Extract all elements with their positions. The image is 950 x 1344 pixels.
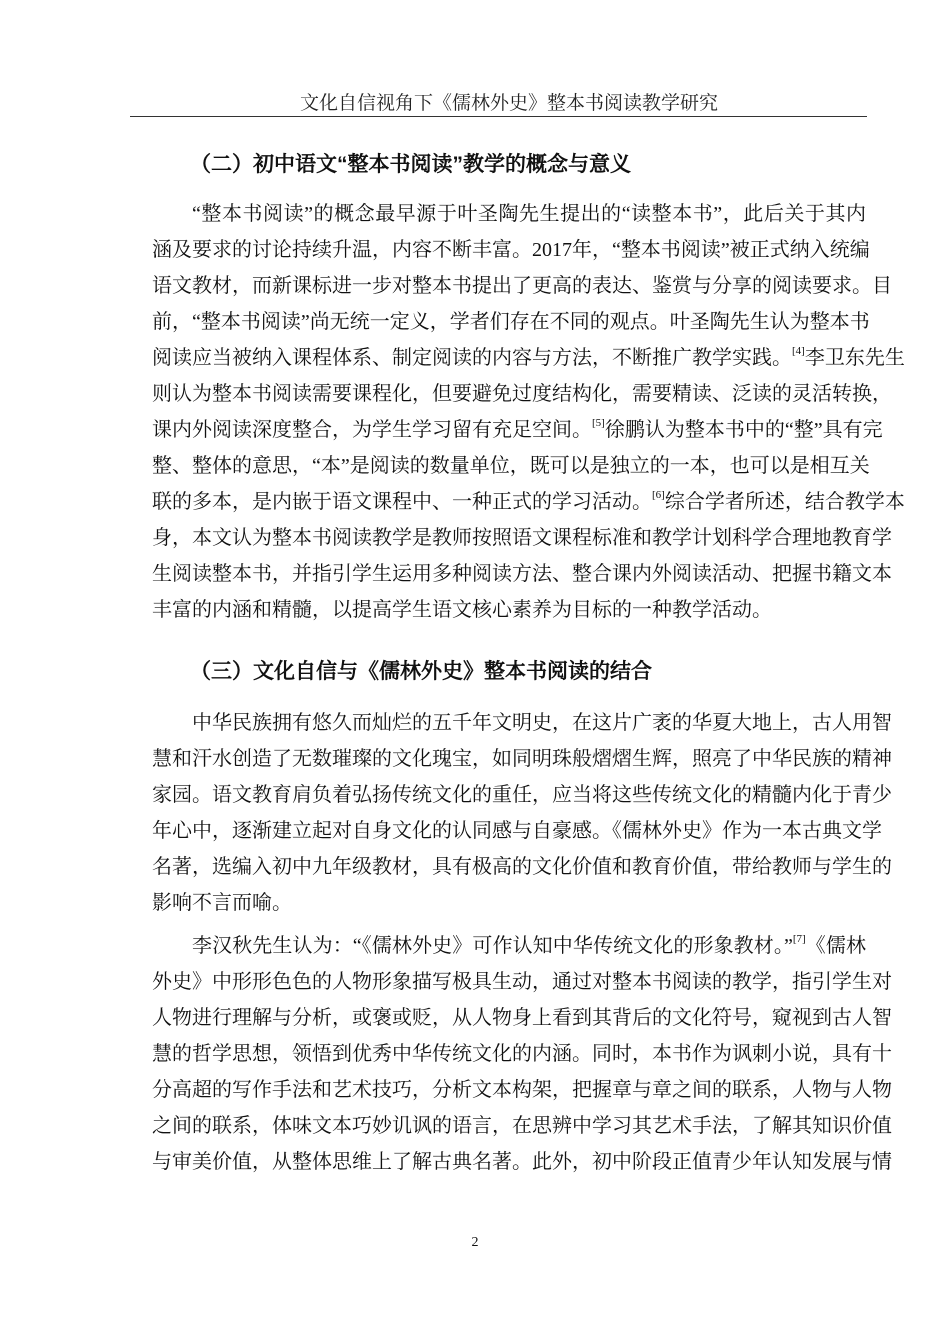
text-segment: 联的多本，是内嵌于语文课程中、一种正式的学习活动。 bbox=[152, 491, 652, 513]
section-heading-2: （二）初中语文“整本书阅读”教学的概念与意义 bbox=[190, 153, 631, 176]
running-header: 文化自信视角下《儒林外史》整本书阅读教学研究 bbox=[299, 93, 718, 114]
text-segment: 整、整体的意思，“本”是阅读的数量单位，既可以是独立的一本，也可以是相互关 bbox=[152, 455, 870, 477]
text-segment: 年心中，逐渐建立起对自身文化的认同感与自豪感。《儒林外史》作为一本古典文学 bbox=[152, 820, 882, 842]
text-segment: 慧和汗水创造了无数璀璨的文化瑰宝，如同明珠般熠熠生辉，照亮了中华民族的精神 bbox=[152, 748, 892, 770]
paragraph bbox=[152, 928, 892, 1180]
text-segment: 影响不言而喻。 bbox=[152, 892, 292, 914]
text-segment: “整本书阅读”的概念最早源于叶圣陶先生提出的“读整本书”，此后关于其内 bbox=[192, 203, 866, 225]
paragraph bbox=[152, 705, 892, 921]
text-line bbox=[152, 592, 866, 628]
text-segment: 阅读应当被纳入课程体系、制定阅读的内容与方法，不断推广教学实践。 bbox=[152, 347, 792, 369]
text-segment: 人物进行理解与分析，或褒或贬，从人物身上看到其背后的文化符号，窥视到古人智 bbox=[152, 1007, 892, 1029]
text-segment: 语文教材，而新课标进一步对整本书提出了更高的表达、鉴赏与分享的阅读要求。目 bbox=[152, 275, 892, 297]
text-segment: 之间的联系，体味文本巧妙讥讽的语言，在思辨中学习其艺术手法，了解其知识价值 bbox=[152, 1115, 892, 1137]
text-line bbox=[152, 964, 892, 1000]
text-line bbox=[152, 484, 905, 520]
page-number: 2 bbox=[471, 1235, 479, 1250]
text-segment: 名著，选编入初中九年级教材，具有极高的文化价值和教育价值，带给教师与学生的 bbox=[152, 856, 892, 878]
citation-superscript: [7] bbox=[792, 933, 806, 945]
text-line bbox=[152, 1000, 892, 1036]
text-segment: 课内外阅读深度整合，为学生学习留有充足空间。 bbox=[152, 419, 592, 441]
text-line bbox=[152, 777, 892, 813]
text-line bbox=[152, 1072, 892, 1108]
text-segment: 慧的哲学思想，领悟到优秀中华传统文化的内涵。同时，本书作为讽刺小说，具有十 bbox=[152, 1043, 892, 1065]
text-line bbox=[152, 268, 892, 304]
text-line bbox=[152, 448, 870, 484]
text-segment: 前，“整本书阅读”尚无统一定义，学者们存在不同的观点。叶圣陶先生认为整本书 bbox=[152, 311, 870, 333]
header-rule bbox=[130, 116, 867, 117]
text-line bbox=[152, 232, 870, 268]
text-line bbox=[152, 412, 883, 448]
text-line bbox=[152, 376, 892, 412]
text-line bbox=[152, 1036, 892, 1072]
text-segment: 家园。语文教育肩负着弘扬传统文化的重任，应当将这些传统文化的精髓内化于青少 bbox=[152, 784, 892, 806]
text-segment: 身，本文认为整本书阅读教学是教师按照语文课程标准和教学计划科学合理地教育学 bbox=[152, 527, 892, 549]
text-line bbox=[152, 556, 892, 592]
text-segment: 中华民族拥有悠久而灿烂的五千年文明史，在这片广袤的华夏大地上，古人用智 bbox=[192, 712, 892, 734]
text-line bbox=[152, 741, 892, 777]
citation-superscript: [4] bbox=[792, 345, 805, 357]
text-line bbox=[152, 1144, 892, 1180]
citation-superscript: [5] bbox=[592, 417, 605, 429]
text-segment: 徐鹏认为整本书中的“整”具有完 bbox=[604, 419, 883, 441]
text-segment: 则认为整本书阅读需要课程化，但要避免过度结构化，需要精读、泛读的灵活转换， bbox=[152, 383, 892, 405]
text-segment: 《儒林 bbox=[805, 935, 866, 957]
text-line bbox=[152, 885, 866, 921]
text-line bbox=[152, 1108, 892, 1144]
text-line bbox=[152, 813, 882, 849]
paragraph bbox=[152, 196, 905, 628]
text-line bbox=[152, 928, 866, 964]
text-line bbox=[152, 196, 866, 232]
section-heading-3: （三）文化自信与《儒林外史》整本书阅读的结合 bbox=[190, 660, 652, 683]
text-segment: 李卫东先生 bbox=[804, 347, 905, 369]
text-line bbox=[152, 705, 892, 741]
text-line bbox=[152, 849, 892, 885]
text-segment: 李汉秋先生认为：“《儒林外史》可作认知中华传统文化的形象教材。” bbox=[192, 935, 793, 957]
text-line bbox=[152, 520, 892, 556]
text-line bbox=[152, 304, 870, 340]
text-segment: 与审美价值，从整体思维上了解古典名著。此外，初中阶段正值青少年认知发展与情 bbox=[152, 1151, 892, 1173]
text-segment: 分高超的写作手法和艺术技巧，分析文本构架，把握章与章之间的联系，人物与人物 bbox=[152, 1079, 892, 1101]
text-segment: 生阅读整本书，并指引学生运用多种阅读方法、整合课内外阅读活动、把握书籍文本 bbox=[152, 563, 892, 585]
text-segment: 涵及要求的讨论持续升温，内容不断丰富。2017年，“整本书阅读”被正式纳入统编 bbox=[152, 239, 870, 261]
text-segment: 综合学者所述，结合教学本 bbox=[664, 491, 905, 513]
text-segment: 外史》中形形色色的人物形象描写极具生动，通过对整本书阅读的教学，指引学生对 bbox=[152, 971, 892, 993]
citation-superscript: [6] bbox=[652, 489, 665, 501]
text-segment: 丰富的内涵和精髓，以提高学生语文核心素养为目标的一种教学活动。 bbox=[152, 599, 772, 621]
text-line bbox=[152, 340, 905, 376]
